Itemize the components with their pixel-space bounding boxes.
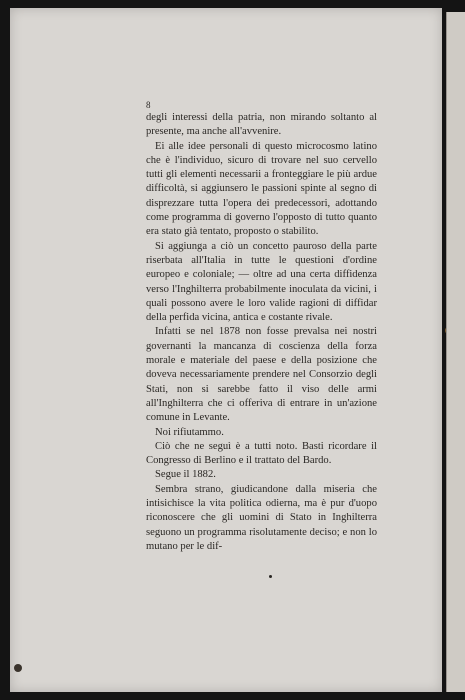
paragraph-4: Infatti se nel 1878 non fosse prevalsa nei nostri governanti la mancanza di coscienza della forza morale e materiale del paese e della posizione che doveva necessariamente prendere nel Consorzio degli Stati, non si sarebbe fatto il viso delle armi all'Inghilterra che ci offeriva di entrare in un'azione comune in Levante. — [146, 326, 377, 424]
page-number: 8 — [146, 100, 151, 110]
paragraph-3: Si aggiunga a ciò un concetto pauroso della parte riserbata all'Italia in tutte le questioni d'ordine europeo e coloniale; — oltre ad una certa diffidenza verso l'Inghilterra probabilmente inoculata da vicini, i quali possono avere le loro valide ragioni di diffidar della perfida vicina, antica e costante rivale. — [146, 240, 377, 324]
paragraph-2: Ei alle idee personali di questo microcosmo latino che è l'individuo, sicuro di trovare nel suo cervello tutti gli elementi necessarii a fronteggiare le più ardue difficoltà, si aggiunsero le passioni spinte al segno di disprezzare tutta l'opera dei predecessori, adottando come programma di governo l'opposto di tutto quanto era stato già tentato, proposto o stabilito. — [146, 140, 377, 238]
paragraph-1: degli interessi della patria, non mirando soltanto al presente, ma anche all'avvenire. — [146, 112, 377, 138]
book-page — [10, 8, 442, 692]
paragraph-7: Segue il 1882. — [155, 469, 216, 481]
page-text — [146, 98, 377, 554]
paragraph-8: Sembra strano, giudicandone dalla miseria che intisichisce la vita politica odierna, ma è pur d'uopo riconoscere che gli uomini di Stato in Inghilterra seguono un programma risolutamente deciso; e non lo mutano per le dif- — [146, 483, 377, 552]
paragraph-6: Ciò che ne seguì è a tutti noto. Basti ricordare il Congresso di Berlino e il trattato del Bardo. — [146, 440, 377, 467]
stain-mark — [14, 664, 22, 672]
next-page-edge — [446, 12, 465, 692]
ink-speck — [269, 575, 272, 578]
paragraph-5: Noi rifiutammo. — [155, 426, 224, 438]
